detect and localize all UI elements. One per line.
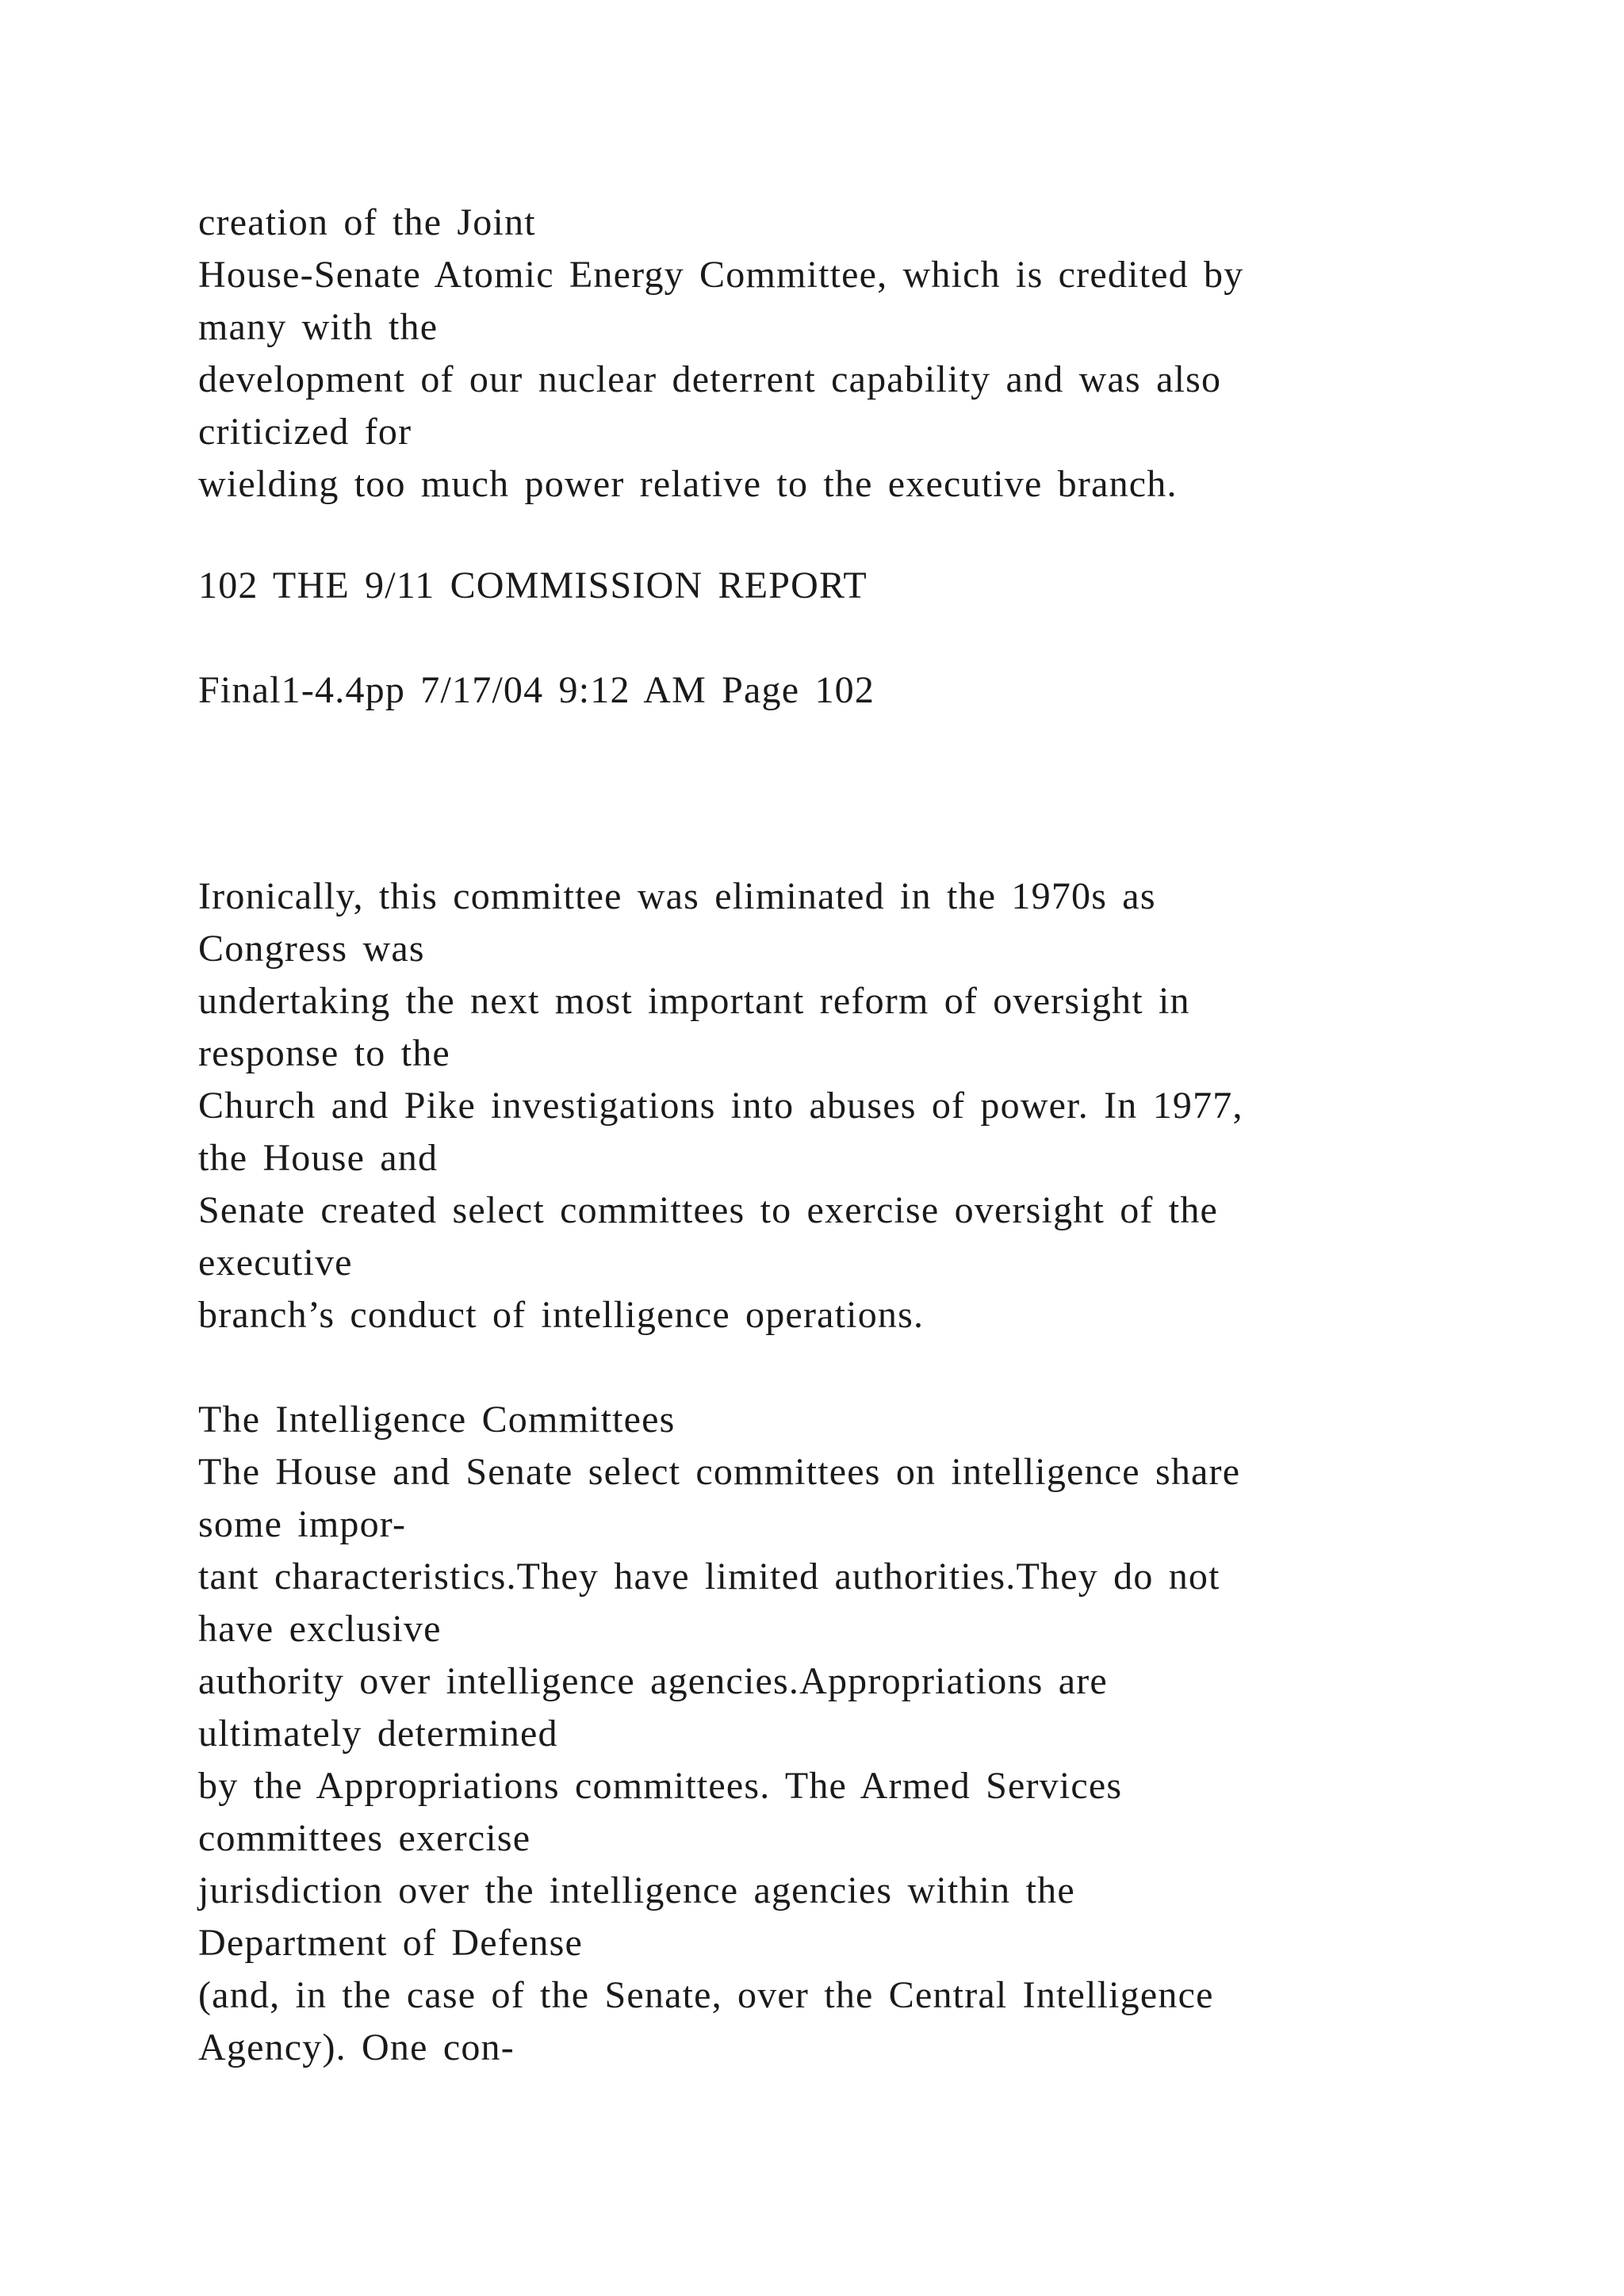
text-line: jurisdiction over the intelligence agencies within the bbox=[198, 1869, 1075, 1911]
text-line: development of our nuclear deterrent capability and was also bbox=[198, 358, 1222, 400]
print-slug bbox=[198, 664, 1546, 717]
text-line: by the Appropriations committees. The Armed Services bbox=[198, 1765, 1123, 1807]
text-line: committees exercise bbox=[198, 1817, 531, 1859]
text-line: creation of the Joint bbox=[198, 201, 536, 243]
text-line: the House and bbox=[198, 1137, 439, 1179]
text-line: some impor- bbox=[198, 1503, 407, 1545]
text-line: authority over intelligence agencies.Appropriations are bbox=[198, 1660, 1108, 1702]
text-line: undertaking the next most important reform of oversight in bbox=[198, 980, 1190, 1022]
paragraph-ironically bbox=[198, 871, 1546, 1341]
page-label bbox=[198, 560, 1546, 612]
text-line: executive bbox=[198, 1242, 353, 1284]
text-line: (and, in the case of the Senate, over the Central Intelligence bbox=[198, 1974, 1214, 2016]
text-line: wielding too much power relative to the executive branch. bbox=[198, 463, 1178, 505]
text-line: branch’s conduct of intelligence operations. bbox=[198, 1294, 925, 1336]
text-line: criticized for bbox=[198, 411, 412, 453]
text-line: Senate created select committees to exercise oversight of the bbox=[198, 1189, 1219, 1231]
paragraph-joint-committee bbox=[198, 197, 1546, 511]
text-line: ultimately determined bbox=[198, 1712, 558, 1755]
text-line: Ironically, this committee was eliminated in the 1970s as bbox=[198, 875, 1156, 917]
text-line: House-Senate Atomic Energy Committee, which is credited by bbox=[198, 254, 1244, 296]
text-line: tant characteristics.They have limited authorities.They do not bbox=[198, 1556, 1220, 1598]
text-line: The House and Senate select committees on intelligence share bbox=[198, 1451, 1241, 1493]
text-line: Church and Pike investigations into abuses of power. In 1977, bbox=[198, 1085, 1243, 1127]
page-label-text: 102 THE 9/11 COMMISSION REPORT bbox=[198, 564, 868, 607]
text-line: Agency). One con- bbox=[198, 2026, 515, 2068]
text-line: Congress was bbox=[198, 928, 425, 970]
print-slug-text: Final1-4.4pp 7/17/04 9:12 AM Page 102 bbox=[198, 669, 875, 711]
text-line: Department of Defense bbox=[198, 1922, 583, 1964]
section-heading: The Intelligence Committees bbox=[198, 1399, 676, 1441]
paragraph-intelligence-committees bbox=[198, 1394, 1546, 2074]
text-line: have exclusive bbox=[198, 1608, 442, 1650]
text-line: response to the bbox=[198, 1032, 450, 1074]
text-line: many with the bbox=[198, 306, 439, 348]
